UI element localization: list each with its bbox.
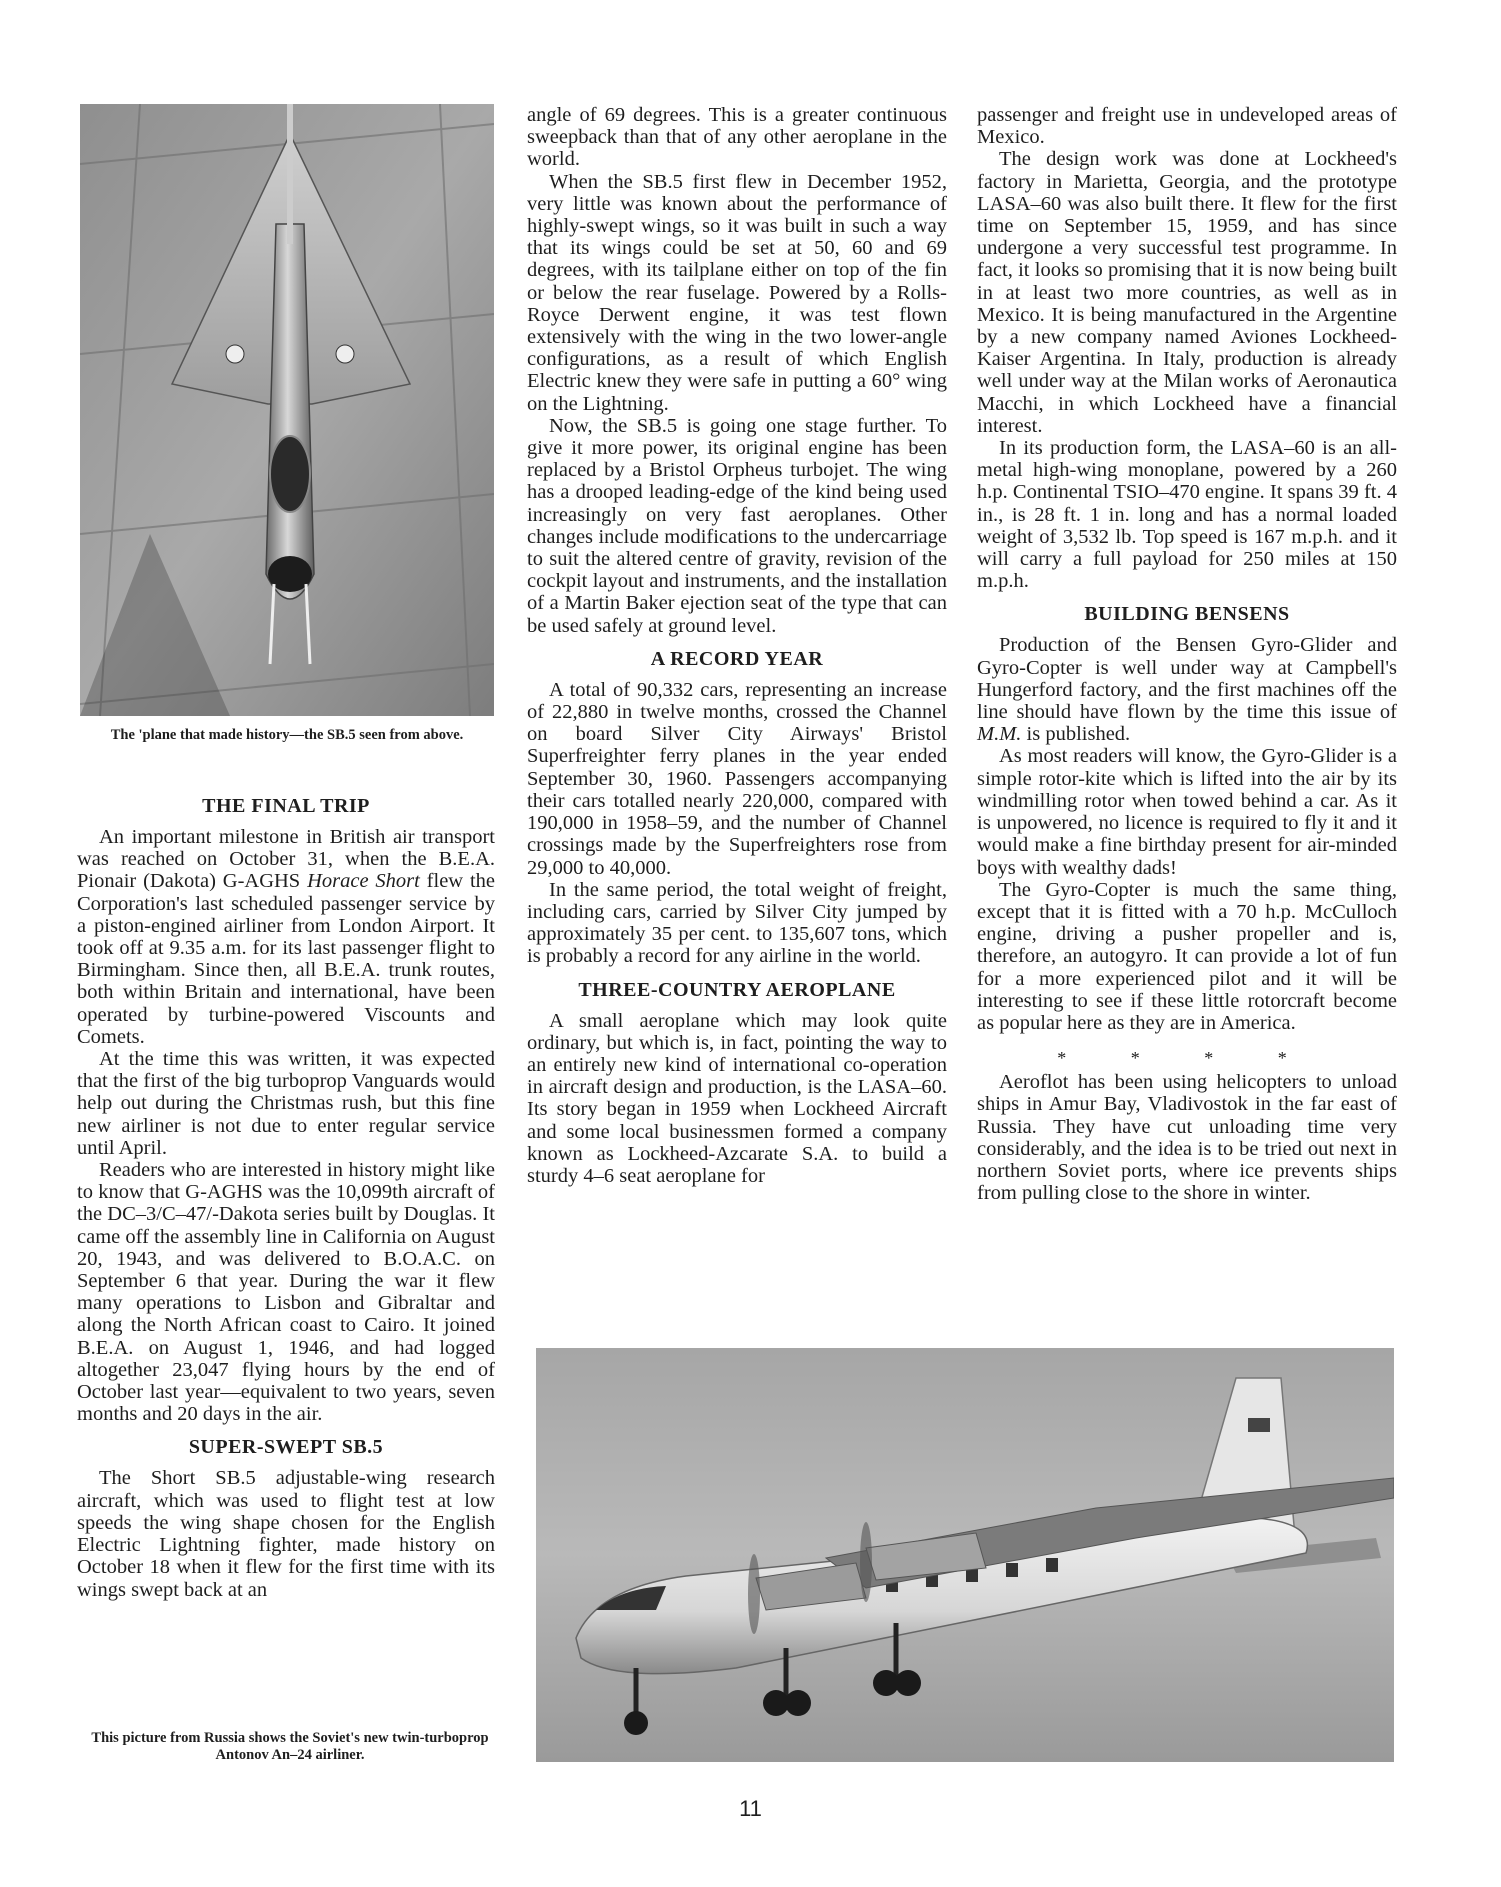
paragraph: As most readers will know, the Gyro-Glider is a simple rotor-kite which is lifted into the air by its windmilling rotor when towed behind a car. As it is unpowered, no licence is required to fly it and it would make a fine birthday present for air-minded boys with wealthy dads! [977,745,1397,879]
sb5-photo [80,104,494,716]
sb5-photo-caption: The 'plane that made history—the SB.5 seen from above. [110,727,464,743]
paragraph: Readers who are interested in history might like to know that G-AGHS was the 10,099th aircraft of the DC–3/C–47/-Dakota series built by Douglas. It came off the assembly line in California on August 20, 1943, and was delivered to B.O.A.C. on September 6 that year. During the war it flew many operations to Lisbon and Gibraltar and along the North African coast to Cairo. It joined B.E.A. on August 1, 1946, and had logged altogether 23,047 flying hours by the end of October last year—equivalent to two years, seven months and 20 days in the air. [77,1159,495,1426]
paragraph: In the same period, the total weight of freight, including cars, carried by Silver City jumped by approximately 35 per cent. to 135,607 tons, which is probably a record for any airline in the world. [527,878,947,968]
heading-building-bensens: BUILDING BENSENS [1084,603,1290,626]
sb5-aircraft-illustration [80,104,494,716]
paragraph: Aeroflot has been using helicopters to unload ships in Amur Bay, Vladivostok in the far east of Russia. They have cut unloading time very considerably, and the idea is to be tried out next in northern Soviet ports, where ice prevents ships from pulling close to the shore in winter. [977,1071,1397,1205]
text-run: flew the Corporation's last scheduled passenger service by a piston-engined airliner from London Airport. It took off at 9.35 a.m. for its last passenger flight to Birmingham. Since then, all B.E.A. trunk routes, both within Britain and international, have been operated by turbine-powered Viscounts and Comets. [77,870,495,1048]
antonov-aircraft-illustration [536,1348,1394,1762]
paragraph: At the time this was written, it was expected that the first of the big turboprop Vanguards would help out during the Christmas rush, but this fine new airliner is not due to enter regular service until April. [77,1048,495,1159]
magazine-name: M.M. [977,723,1022,746]
paragraph: A total of 90,332 cars, representing an increase of 22,880 in twelve months, crossed the Channel on board Silver City Airways' Bristol Superfreighter ferry planes in the year ended September 30, 1960. Passengers accompanying their cars totalled nearly 220,000, compared with 190,000 in 1958–59, and the number of Channel crossings made by the Superfreighters rose from 29,000 to 40,000. [527,678,947,879]
paragraph: passenger and freight use in undeveloped areas of Mexico. [977,104,1397,149]
paragraph: The Short SB.5 adjustable-wing research aircraft, which was used to flight test at low speeds the wing shape chosen for the English Electric Lightning fighter, made history on October 18 when it flew for the first time with its wings swept back at an [77,1467,495,1601]
section-separator: * * * * [1057,1048,1317,1069]
paragraph: Now, the SB.5 is going one stage further. To give it more power, its original engine has been replaced by a Bristol Orpheus turbojet. The wing has a drooped leading-edge of the kind being used increasingly on very fast aeroplanes. Other changes include modifications to the undercarriage to suit the altered centre of gravity, revision of the cockpit layout and instruments, and the installation of a Martin Baker ejection seat of the type that can be used safely at ground level. [527,414,947,637]
paragraph: A small aeroplane which may look quite ordinary, but which is, in fact, pointing the way to an entirely new kind of international co-operation in aircraft design and production, is the LASA–60. Its story began in 1959 when Lockheed Aircraft and some local businessmen formed a company known as Lockheed-Azcarate S.A. to build a sturdy 4–6 seat aeroplane for [527,1009,947,1187]
antonov-photo [536,1348,1394,1762]
heading-record-year: A RECORD YEAR [650,647,824,670]
text-run: Production of the Bensen Gyro-Glider and Gyro-Copter is well under way at Campbell's Hungerford factory, and the first machines off the line should have flown by the time this issue of [977,634,1397,724]
column-1 [77,784,495,1601]
heading-super-swept: SUPER-SWEPT SB.5 [188,1436,384,1459]
paragraph: When the SB.5 first flew in December 1952, very little was known about the performance of highly-swept wings, so it was built in such a way that its wings could be set at 50, 60 and 69 degrees, with its tailplane either on top of the fin or below the rear fuselage. Powered by a Rolls-Royce Derwent engine, it was test flown extensively with the wing in the two lower-angle configurations, as a result of which English Electric knew they were safe in putting a 60° wing on the Lightning. [527,170,947,415]
column-3 [977,104,1397,1204]
paragraph: The Gyro-Copter is much the same thing, except that it is fitted with a 70 h.p. McCulloch engine, driving a pusher propeller and is, therefore, an autogyro. It can provide a lot of fun for a more experienced pilot and it will be interesting to see if these little rotorcraft become as popular here as they are in America. [977,878,1397,1034]
paragraph: The design work was done at Lockheed's factory in Marietta, Georgia, and the prototype LASA–60 was also built there. It flew for the first time on September 15, 1959, and has since undergone a very successful test programme. In fact, it looks so promising that it is now being built in at least two more countries, as well as in Mexico. It is being manufactured in the Argentine by a new company named Aviones Lockheed-Kaiser Argentina. In Italy, production is already well under way at the Milan works of Aeronautica Macchi, in which Lockheed have a financial interest. [977,148,1397,437]
heading-three-country: THREE-COUNTRY AEROPLANE [578,978,896,1001]
paragraph: In its production form, the LASA–60 is an all-metal high-wing monoplane, powered by a 260 h.p. Continental TSIO–470 engine. It spans 39 ft. 4 in., is 28 ft. 1 in. long and has a normal loaded weight of 3,532 lb. Top speed is 167 m.p.h. and it will carry a full payload for 250 miles at 150 m.p.h. [977,437,1397,593]
page-number: 11 [739,1796,762,1821]
paragraph: angle of 69 degrees. This is a greater continuous sweepback than that of any other aeroplane in the world. [527,104,947,171]
text-run: is published. [1021,723,1131,746]
paragraph [77,826,495,1048]
aircraft-name: Horace Short [307,870,420,893]
antonov-photo-caption: This picture from Russia shows the Soviet's new twin-turboprop Antonov An–24 airliner. [91,1730,489,1763]
paragraph [977,634,1397,745]
column-2 [527,104,947,1187]
heading-final-trip: THE FINAL TRIP [202,795,370,817]
text-run: An important milestone in British air transport was reached on October 31, when the B.E.A. Pionair (Dakota) G-AGHS [77,826,495,893]
